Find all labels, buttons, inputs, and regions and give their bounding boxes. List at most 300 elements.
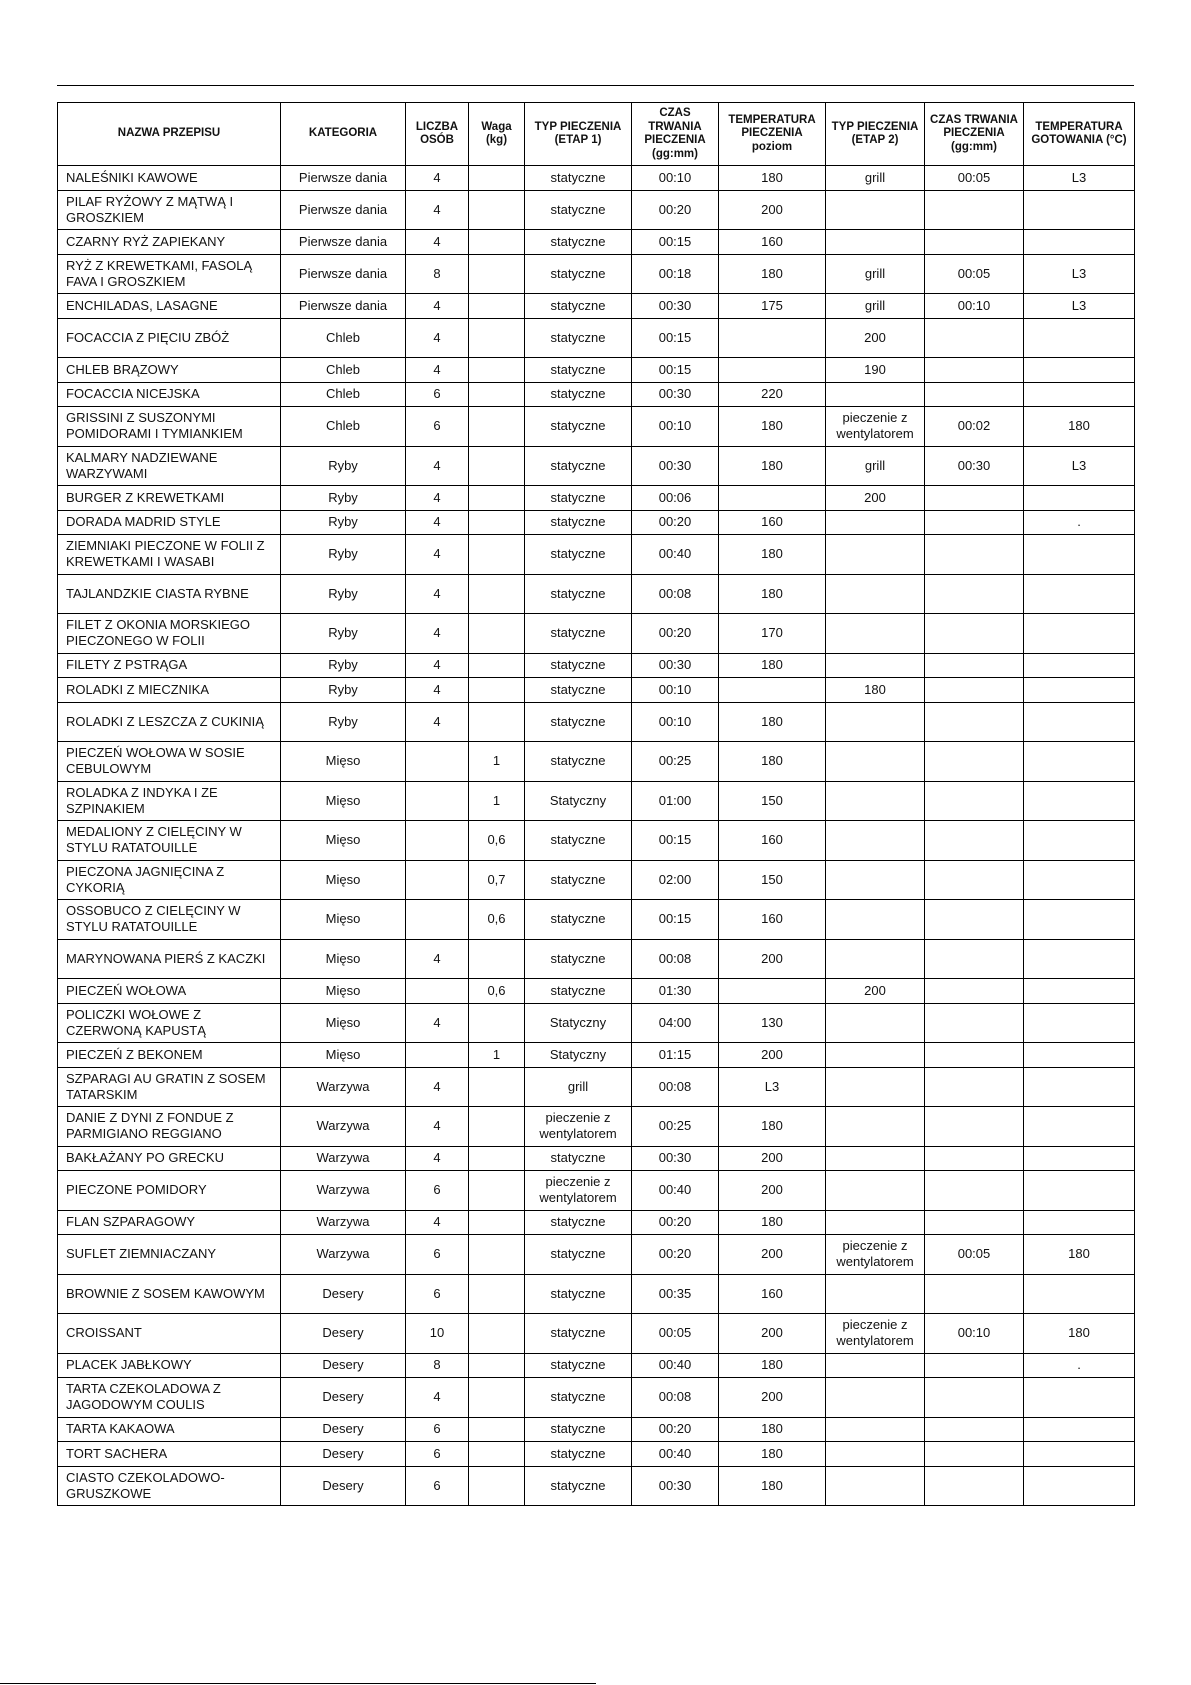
cell-bake-temp-1: 220 — [719, 382, 826, 407]
cell-servings — [406, 860, 469, 900]
cell-bake-time-1: 00:08 — [632, 939, 719, 979]
cell-category: Warzywa — [281, 1107, 406, 1147]
cell-weight — [469, 510, 525, 535]
table-row — [58, 1235, 1135, 1275]
cell-bake-type-1: statyczne — [525, 1417, 632, 1442]
cell-bake-type-2 — [826, 1378, 925, 1418]
bottom-rule — [0, 1683, 596, 1684]
cell-servings: 4 — [406, 653, 469, 678]
cell-bake-time-1: 01:30 — [632, 979, 719, 1004]
cell-cook-temp — [1024, 1067, 1135, 1107]
cell-servings: 4 — [406, 294, 469, 319]
cell-bake-temp-1: 180 — [719, 1353, 826, 1378]
cell-weight — [469, 446, 525, 486]
cell-bake-time-1: 00:20 — [632, 614, 719, 654]
table-row — [58, 979, 1135, 1004]
cell-bake-temp-1: 200 — [719, 1146, 826, 1171]
cell-bake-type-1: statyczne — [525, 446, 632, 486]
cell-category: Mięso — [281, 860, 406, 900]
cell-servings: 4 — [406, 1003, 469, 1043]
cell-bake-type-2 — [826, 653, 925, 678]
cell-bake-temp-1 — [719, 979, 826, 1004]
table-row — [58, 1314, 1135, 1354]
cell-servings: 4 — [406, 1067, 469, 1107]
cell-servings: 10 — [406, 1314, 469, 1354]
cell-category: Chleb — [281, 382, 406, 407]
cell-bake-time-1: 00:25 — [632, 742, 719, 782]
cell-weight — [469, 1442, 525, 1467]
cell-bake-time-2: 00:02 — [925, 407, 1024, 447]
cell-bake-time-1: 00:30 — [632, 294, 719, 319]
cell-recipe-name: SUFLET ZIEMNIACZANY — [58, 1235, 281, 1275]
cell-bake-temp-1: 150 — [719, 860, 826, 900]
cell-recipe-name: PILAF RYŻOWY Z MĄTWĄ I GROSZKIEM — [58, 190, 281, 230]
cell-recipe-name: SZPARAGI AU GRATIN Z SOSEM TATARSKIM — [58, 1067, 281, 1107]
cell-category: Ryby — [281, 510, 406, 535]
cell-bake-time-2 — [925, 781, 1024, 821]
cell-bake-time-1: 00:30 — [632, 1146, 719, 1171]
cell-bake-type-2: grill — [826, 254, 925, 294]
cell-bake-temp-1: 200 — [719, 190, 826, 230]
cell-bake-time-1: 01:00 — [632, 781, 719, 821]
cell-recipe-name: DORADA MADRID STYLE — [58, 510, 281, 535]
cell-recipe-name: PIECZEŃ Z BEKONEM — [58, 1043, 281, 1068]
table-row — [58, 1210, 1135, 1235]
cell-bake-type-1: statyczne — [525, 900, 632, 940]
cell-recipe-name: FLAN SZPARAGOWY — [58, 1210, 281, 1235]
cell-bake-time-1: 00:40 — [632, 1442, 719, 1467]
cell-bake-type-1: statyczne — [525, 702, 632, 742]
cell-bake-time-1: 00:10 — [632, 678, 719, 703]
cell-bake-time-1: 02:00 — [632, 860, 719, 900]
cell-recipe-name: TORT SACHERA — [58, 1442, 281, 1467]
cell-bake-type-1: Statyczny — [525, 781, 632, 821]
cell-category: Desery — [281, 1353, 406, 1378]
cell-servings: 4 — [406, 1210, 469, 1235]
cell-bake-type-2: pieczenie z wentylatorem — [826, 407, 925, 447]
cell-bake-type-1: statyczne — [525, 190, 632, 230]
cell-bake-type-2: pieczenie z wentylatorem — [826, 1314, 925, 1354]
cell-bake-time-2: 00:10 — [925, 1314, 1024, 1354]
cell-bake-time-2 — [925, 900, 1024, 940]
cell-weight — [469, 1003, 525, 1043]
cell-weight — [469, 1314, 525, 1354]
cell-bake-type-1: statyczne — [525, 979, 632, 1004]
cell-bake-time-1: 00:20 — [632, 1210, 719, 1235]
cell-bake-time-1: 00:35 — [632, 1274, 719, 1314]
cell-bake-type-1: statyczne — [525, 230, 632, 255]
cell-servings: 4 — [406, 535, 469, 575]
cell-bake-time-2 — [925, 1378, 1024, 1418]
cell-bake-type-2 — [826, 535, 925, 575]
cell-bake-type-1: statyczne — [525, 614, 632, 654]
cell-bake-temp-1: 130 — [719, 1003, 826, 1043]
table-row — [58, 1378, 1135, 1418]
cell-bake-type-2 — [826, 860, 925, 900]
cell-servings — [406, 1043, 469, 1068]
cell-bake-time-1: 00:20 — [632, 190, 719, 230]
table-row — [58, 1353, 1135, 1378]
cell-weight: 0,6 — [469, 821, 525, 861]
cell-bake-type-1: statyczne — [525, 510, 632, 535]
cell-weight — [469, 653, 525, 678]
table-header-row — [58, 103, 1135, 166]
cell-recipe-name: PLACEK JABŁKOWY — [58, 1353, 281, 1378]
cell-bake-time-1: 00:15 — [632, 318, 719, 358]
column-header-recipe-name: NAZWA PRZEPISU — [58, 103, 281, 166]
cell-bake-temp-1: 200 — [719, 1171, 826, 1211]
cell-bake-time-2 — [925, 1442, 1024, 1467]
cell-category: Mięso — [281, 1003, 406, 1043]
cell-category: Mięso — [281, 939, 406, 979]
cell-category: Ryby — [281, 653, 406, 678]
cell-recipe-name: TARTA CZEKOLADOWA Z JAGODOWYM COULIS — [58, 1378, 281, 1418]
cell-bake-time-1: 00:25 — [632, 1107, 719, 1147]
cell-servings — [406, 781, 469, 821]
table-row — [58, 614, 1135, 654]
cell-cook-temp — [1024, 1171, 1135, 1211]
cell-weight — [469, 166, 525, 191]
cell-recipe-name: BROWNIE Z SOSEM KAWOWYM — [58, 1274, 281, 1314]
cell-weight — [469, 190, 525, 230]
cell-bake-time-1: 00:20 — [632, 510, 719, 535]
cell-bake-time-1: 00:30 — [632, 1466, 719, 1506]
cell-bake-temp-1: L3 — [719, 1067, 826, 1107]
cell-bake-type-2 — [826, 1067, 925, 1107]
cell-recipe-name: CROISSANT — [58, 1314, 281, 1354]
cell-cook-temp: L3 — [1024, 254, 1135, 294]
cell-bake-temp-1 — [719, 678, 826, 703]
cell-category: Desery — [281, 1314, 406, 1354]
cell-category: Pierwsze dania — [281, 294, 406, 319]
cell-bake-type-1: statyczne — [525, 166, 632, 191]
cell-recipe-name: FILET Z OKONIA MORSKIEGO PIECZONEGO W FOLII — [58, 614, 281, 654]
cell-bake-type-2 — [826, 1466, 925, 1506]
table-row — [58, 1171, 1135, 1211]
cell-bake-time-1: 00:40 — [632, 1353, 719, 1378]
cell-servings: 4 — [406, 230, 469, 255]
cell-cook-temp — [1024, 1210, 1135, 1235]
cell-weight — [469, 1353, 525, 1378]
cell-category: Mięso — [281, 742, 406, 782]
cell-bake-temp-1: 200 — [719, 1043, 826, 1068]
cell-bake-temp-1: 180 — [719, 653, 826, 678]
table-row — [58, 1274, 1135, 1314]
cell-bake-type-1: statyczne — [525, 860, 632, 900]
cell-bake-type-1: statyczne — [525, 407, 632, 447]
cell-bake-type-1: statyczne — [525, 1378, 632, 1418]
cell-weight — [469, 678, 525, 703]
cell-bake-time-1: 00:06 — [632, 486, 719, 511]
cell-bake-type-2 — [826, 742, 925, 782]
cell-recipe-name: FOCACCIA Z PIĘCIU ZBÓŻ — [58, 318, 281, 358]
table-row — [58, 486, 1135, 511]
cell-weight — [469, 1417, 525, 1442]
cell-bake-temp-1 — [719, 318, 826, 358]
cell-bake-time-2 — [925, 979, 1024, 1004]
cell-cook-temp: . — [1024, 510, 1135, 535]
cell-bake-time-2 — [925, 190, 1024, 230]
cell-cook-temp: 180 — [1024, 1235, 1135, 1275]
cell-bake-time-2 — [925, 1274, 1024, 1314]
cell-bake-time-2 — [925, 574, 1024, 614]
cell-category: Ryby — [281, 574, 406, 614]
cell-recipe-name: CIASTO CZEKOLADOWO-GRUSZKOWE — [58, 1466, 281, 1506]
cell-bake-time-2 — [925, 702, 1024, 742]
table-row — [58, 742, 1135, 782]
cell-bake-time-1: 00:15 — [632, 230, 719, 255]
cell-bake-type-1: statyczne — [525, 1274, 632, 1314]
table-row — [58, 900, 1135, 940]
cell-cook-temp — [1024, 1043, 1135, 1068]
cell-bake-time-1: 00:10 — [632, 407, 719, 447]
cell-category: Chleb — [281, 407, 406, 447]
cell-servings: 6 — [406, 1442, 469, 1467]
cell-bake-time-2 — [925, 1107, 1024, 1147]
table-row — [58, 1442, 1135, 1467]
cell-bake-time-1: 00:10 — [632, 166, 719, 191]
column-header-bake-temp-1: TEMPERATURA PIECZENIA poziom — [719, 103, 826, 166]
cell-servings: 4 — [406, 358, 469, 383]
cell-bake-time-2 — [925, 860, 1024, 900]
cell-weight — [469, 1146, 525, 1171]
cell-weight — [469, 702, 525, 742]
cell-bake-type-1: statyczne — [525, 382, 632, 407]
cell-weight: 1 — [469, 742, 525, 782]
cell-bake-time-2 — [925, 821, 1024, 861]
cell-servings: 8 — [406, 1353, 469, 1378]
cell-bake-type-2 — [826, 230, 925, 255]
cell-bake-time-2 — [925, 1417, 1024, 1442]
table-row — [58, 407, 1135, 447]
cell-bake-type-2 — [826, 574, 925, 614]
cell-bake-time-2 — [925, 678, 1024, 703]
cell-bake-type-2 — [826, 382, 925, 407]
cell-bake-temp-1: 160 — [719, 510, 826, 535]
cell-servings: 4 — [406, 318, 469, 358]
cell-cook-temp — [1024, 1003, 1135, 1043]
cell-bake-time-1: 00:20 — [632, 1417, 719, 1442]
cell-bake-temp-1: 180 — [719, 407, 826, 447]
cell-weight: 0,6 — [469, 979, 525, 1004]
cell-recipe-name: PIECZONA JAGNIĘCINA Z CYKORIĄ — [58, 860, 281, 900]
cell-bake-temp-1: 180 — [719, 1210, 826, 1235]
cell-bake-type-1: statyczne — [525, 1146, 632, 1171]
cell-category: Ryby — [281, 702, 406, 742]
cell-bake-type-1: Statyczny — [525, 1003, 632, 1043]
cell-category: Chleb — [281, 318, 406, 358]
cell-recipe-name: MEDALIONY Z CIELĘCINY W STYLU RATATOUILLE — [58, 821, 281, 861]
cell-servings: 4 — [406, 510, 469, 535]
cell-bake-time-2: 00:10 — [925, 294, 1024, 319]
cell-bake-temp-1: 160 — [719, 821, 826, 861]
cell-weight — [469, 318, 525, 358]
cell-bake-temp-1: 170 — [719, 614, 826, 654]
cell-weight — [469, 407, 525, 447]
cell-bake-type-2: grill — [826, 166, 925, 191]
column-header-weight: Waga (kg) — [469, 103, 525, 166]
cell-bake-type-1: statyczne — [525, 1314, 632, 1354]
cell-bake-type-1: statyczne — [525, 1210, 632, 1235]
cell-cook-temp — [1024, 1146, 1135, 1171]
cell-cook-temp — [1024, 1107, 1135, 1147]
cell-category: Mięso — [281, 781, 406, 821]
cell-servings: 4 — [406, 190, 469, 230]
cell-servings — [406, 742, 469, 782]
cell-cook-temp — [1024, 486, 1135, 511]
column-header-bake-type-2: TYP PIECZENIA (ETAP 2) — [826, 103, 925, 166]
cell-category: Mięso — [281, 900, 406, 940]
table-row — [58, 230, 1135, 255]
cell-bake-temp-1: 180 — [719, 1417, 826, 1442]
cell-bake-time-2 — [925, 486, 1024, 511]
cell-bake-type-2 — [826, 1171, 925, 1211]
cell-bake-type-1: pieczenie z wentylatorem — [525, 1171, 632, 1211]
table-row — [58, 1003, 1135, 1043]
cell-servings: 6 — [406, 1235, 469, 1275]
cell-bake-time-1: 00:15 — [632, 821, 719, 861]
cell-bake-temp-1: 180 — [719, 166, 826, 191]
cell-bake-type-2 — [826, 1442, 925, 1467]
cell-bake-temp-1 — [719, 358, 826, 383]
cell-weight — [469, 535, 525, 575]
cell-category: Warzywa — [281, 1235, 406, 1275]
cell-category: Warzywa — [281, 1146, 406, 1171]
cell-bake-type-2 — [826, 510, 925, 535]
cell-servings: 4 — [406, 1378, 469, 1418]
cell-bake-temp-1: 180 — [719, 702, 826, 742]
cell-recipe-name: TARTA KAKAOWA — [58, 1417, 281, 1442]
table-row — [58, 574, 1135, 614]
cell-servings: 4 — [406, 614, 469, 654]
cell-bake-type-1: statyczne — [525, 821, 632, 861]
cell-servings: 6 — [406, 1171, 469, 1211]
cell-bake-time-2 — [925, 1466, 1024, 1506]
cell-cook-temp — [1024, 742, 1135, 782]
cell-bake-time-2: 00:30 — [925, 446, 1024, 486]
cell-recipe-name: FILETY Z PSTRĄGA — [58, 653, 281, 678]
cell-bake-type-1: statyczne — [525, 653, 632, 678]
cell-recipe-name: MARYNOWANA PIERŚ Z KACZKI — [58, 939, 281, 979]
cell-cook-temp — [1024, 702, 1135, 742]
cell-servings: 6 — [406, 1466, 469, 1506]
cell-recipe-name: POLICZKI WOŁOWE Z CZERWONĄ KAPUSTĄ — [58, 1003, 281, 1043]
cell-bake-temp-1 — [719, 486, 826, 511]
cell-bake-type-1: statyczne — [525, 535, 632, 575]
cell-cook-temp — [1024, 678, 1135, 703]
cell-servings: 4 — [406, 1107, 469, 1147]
cell-recipe-name: GRISSINI Z SUSZONYMI POMIDORAMI I TYMIANKIEM — [58, 407, 281, 447]
cell-bake-time-2 — [925, 230, 1024, 255]
cell-bake-type-1: statyczne — [525, 358, 632, 383]
cell-servings: 8 — [406, 254, 469, 294]
cell-bake-time-1: 00:08 — [632, 1067, 719, 1107]
cell-servings: 4 — [406, 574, 469, 614]
cell-bake-type-2 — [826, 1353, 925, 1378]
cell-bake-type-2 — [826, 1210, 925, 1235]
cell-bake-type-2 — [826, 1274, 925, 1314]
cell-weight — [469, 1210, 525, 1235]
cell-cook-temp: L3 — [1024, 446, 1135, 486]
cell-category: Mięso — [281, 979, 406, 1004]
cell-bake-time-2 — [925, 510, 1024, 535]
cell-bake-time-1: 00:30 — [632, 446, 719, 486]
cell-servings — [406, 821, 469, 861]
table-row — [58, 1146, 1135, 1171]
cell-category: Desery — [281, 1378, 406, 1418]
cell-cook-temp — [1024, 979, 1135, 1004]
cell-bake-time-2 — [925, 1210, 1024, 1235]
cell-cook-temp — [1024, 614, 1135, 654]
cell-cook-temp: 180 — [1024, 1314, 1135, 1354]
cell-bake-time-2 — [925, 1353, 1024, 1378]
cell-servings: 4 — [406, 1146, 469, 1171]
table-row — [58, 510, 1135, 535]
cell-bake-type-2 — [826, 821, 925, 861]
cell-servings: 6 — [406, 1417, 469, 1442]
cell-cook-temp: . — [1024, 1353, 1135, 1378]
cell-category: Ryby — [281, 678, 406, 703]
cell-bake-type-2: 200 — [826, 979, 925, 1004]
cell-category: Ryby — [281, 486, 406, 511]
cell-category: Desery — [281, 1274, 406, 1314]
cell-bake-temp-1: 175 — [719, 294, 826, 319]
cell-bake-type-2 — [826, 1146, 925, 1171]
cell-bake-type-2: 200 — [826, 318, 925, 358]
cell-cook-temp — [1024, 358, 1135, 383]
cell-bake-time-2: 00:05 — [925, 254, 1024, 294]
cell-recipe-name: PIECZEŃ WOŁOWA — [58, 979, 281, 1004]
cell-weight — [469, 358, 525, 383]
table-row — [58, 702, 1135, 742]
cell-bake-time-2 — [925, 358, 1024, 383]
table-row — [58, 860, 1135, 900]
cell-cook-temp: L3 — [1024, 294, 1135, 319]
cell-bake-type-1: statyczne — [525, 574, 632, 614]
cell-category: Desery — [281, 1466, 406, 1506]
cell-weight — [469, 1274, 525, 1314]
cell-category: Chleb — [281, 358, 406, 383]
cell-bake-temp-1: 160 — [719, 1274, 826, 1314]
cell-cook-temp — [1024, 860, 1135, 900]
cell-bake-type-1: statyczne — [525, 486, 632, 511]
cell-weight: 1 — [469, 1043, 525, 1068]
table-row — [58, 1466, 1135, 1506]
cell-servings: 6 — [406, 407, 469, 447]
cell-cook-temp — [1024, 535, 1135, 575]
table-row — [58, 1043, 1135, 1068]
table-row — [58, 939, 1135, 979]
cell-bake-type-2 — [826, 1107, 925, 1147]
cell-bake-time-1: 00:15 — [632, 900, 719, 940]
cell-cook-temp: L3 — [1024, 166, 1135, 191]
cell-bake-type-2: 180 — [826, 678, 925, 703]
cell-weight — [469, 1107, 525, 1147]
cell-category: Mięso — [281, 821, 406, 861]
cell-bake-time-1: 00:05 — [632, 1314, 719, 1354]
cell-bake-type-2 — [826, 1003, 925, 1043]
cell-cook-temp — [1024, 1274, 1135, 1314]
cell-servings: 4 — [406, 678, 469, 703]
cell-recipe-name: ROLADKI Z LESZCZA Z CUKINIĄ — [58, 702, 281, 742]
cell-bake-time-2 — [925, 939, 1024, 979]
cell-servings: 4 — [406, 446, 469, 486]
cell-weight: 0,6 — [469, 900, 525, 940]
cell-servings: 4 — [406, 166, 469, 191]
cell-weight — [469, 1378, 525, 1418]
cell-category: Ryby — [281, 535, 406, 575]
cell-bake-time-2 — [925, 1146, 1024, 1171]
